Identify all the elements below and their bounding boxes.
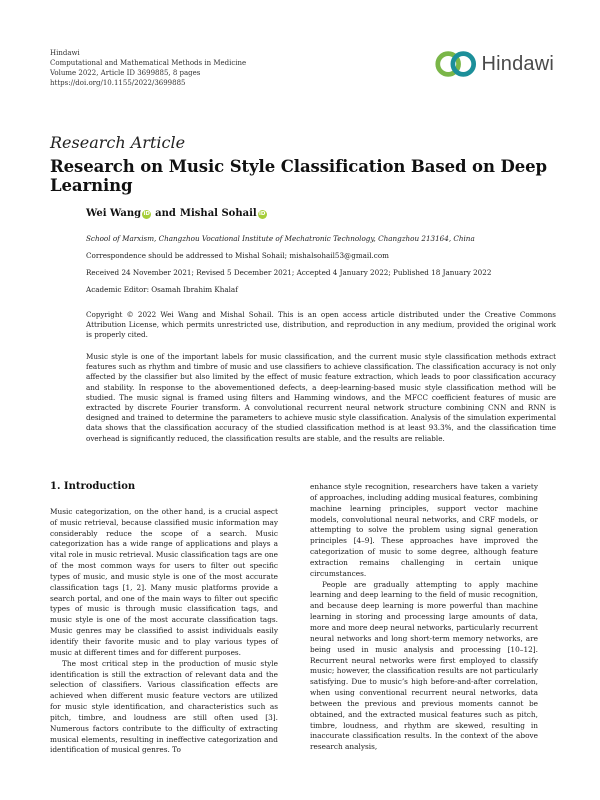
hindawi-logo-icon bbox=[434, 49, 477, 79]
author-name[interactable]: Mishal Sohail bbox=[179, 208, 257, 219]
author-name[interactable]: Wei Wang bbox=[86, 208, 142, 219]
journal-name: Computational and Mathematical Methods in Medicine bbox=[50, 59, 247, 67]
paragraph: The most critical step in the production of music style identification is still the extraction of relevant data and the selection of classifiers. Various classification effects are achieved when different music feature vectors are utilized for music style identification, and characteristics such as pitch, timbre, and loudness are still often used [3]. Numerous factors contribute to the difficulty of extracting musical elements, resulting in ineffective categorization and identification of musical genres. To bbox=[50, 658, 278, 755]
correspondence: Correspondence should be addressed to Mishal Sohail; mishalsohail53@gmail.com bbox=[86, 251, 389, 260]
orcid-icon[interactable]: iD bbox=[258, 210, 266, 217]
volume-line: Volume 2022, Article ID 3699885, 8 pages bbox=[50, 69, 201, 77]
section-heading: 1. Introduction bbox=[50, 481, 136, 492]
body-column-right bbox=[310, 482, 538, 753]
doi-link[interactable]: https://doi.org/10.1155/2022/3699885 bbox=[50, 79, 186, 87]
author-join: and bbox=[155, 208, 176, 219]
affiliation: School of Marxism, Changzhou Vocational Institute of Mechatronic Technology, Changzhou 213164, China bbox=[86, 234, 475, 243]
hindawi-logo[interactable] bbox=[434, 46, 554, 82]
body-column-left bbox=[50, 482, 278, 756]
abstract: Music style is one of the important labels for music classification, and the current music style classification methods extract features such as rhythm and timbre of music and use classifiers to achieve classification. The classification accuracy is not only affected by the classifier but also limited by the effect of music feature extraction, which leads to poor classification accuracy and stability. In response to the abovementioned defects, a deep-learning-based music style classification method will be studied. The music signal is framed using filters and Hamming windows, and the MFCC coefficient features of music are extracted by discrete Fourier transform. A convolutional recurrent neural network structure combining CNN and RNN is designed and trained to determine the parameters to achieve music style classification. Analysis of the simulation experimental data shows that the classification accuracy of the studied classification method is at least 93.3%, and the classification time overhead is significantly reduced, the classification results are stable, and the results are reliable. bbox=[86, 352, 556, 443]
article-type: Research Article bbox=[50, 133, 186, 152]
academic-editor: Academic Editor: Osamah Ibrahim Khalaf bbox=[86, 285, 238, 294]
author-list bbox=[86, 209, 556, 219]
paragraph: People are gradually attempting to apply machine learning and deep learning to the field of music recognition, and because deep learning is more powerful than machine learning in storing and processing large amounts of data, more and more deep neural networks, particularly recurrent neural networks and long short-term memory networks, are being used in music analysis and processing [10–12]. Recurrent neural networks were first employed to classify music; however, the classification results are not particularly satisfying. Due to music’s high before-and-after correlation, when using conventional recurrent neural networks, data between the previous and previous moments cannot be obtained, and the extracted musical features such as pitch, timbre, loudness, and rhythm are skewed, resulting in inaccurate classification results. In the context of the above research analysis, bbox=[310, 579, 538, 752]
orcid-icon[interactable]: iD bbox=[143, 210, 150, 217]
paragraph: enhance style recognition, researchers have taken a variety of approaches, including adding musical features, combining machine learning principles, support vector machine models, convolutional neural networks, and CRF models, or attempting to solve the problem using signal generation principles [4–9]. These approaches have improved the categorization of music to some degree, although feature extraction remains challenging in certain unique circumstances. bbox=[310, 482, 538, 578]
journal-metadata bbox=[50, 48, 350, 88]
paper-title: Research on Music Style Classification Based on Deep Learning bbox=[50, 157, 547, 195]
paragraph: Music categorization, on the other hand, is a crucial aspect of music retrieval, because classified music information may considerably reduce the scope of a search. Music categorization has a wide range of applications and plays a vital role in music retrieval. Music classification tags are one of the most common ways for users to filter out specific types of music, and music style is one of the most accurate classification tags [1, 2]. Many music platforms provide a search portal, and one of the main ways to filter out specific types of music is through music classification tags, and music style is one of the most accurate classification tags. Music genres may be classified to assist individuals easily identify their favorite music and to play various types of music at different times and for different purposes. bbox=[50, 506, 278, 657]
copyright-notice: Copyright © 2022 Wei Wang and Mishal Sohail. This is an open access article distributed under the Creative Commons Attribution License, which permits unrestricted use, distribution, and reproduction in any medium, provided the original work is properly cited. bbox=[86, 310, 556, 339]
publisher-name: Hindawi bbox=[50, 49, 80, 57]
logo-wordmark: Hindawi bbox=[481, 52, 554, 75]
publication-dates: Received 24 November 2021; Revised 5 December 2021; Accepted 4 January 2022; Published 18 January 2022 bbox=[86, 268, 492, 277]
